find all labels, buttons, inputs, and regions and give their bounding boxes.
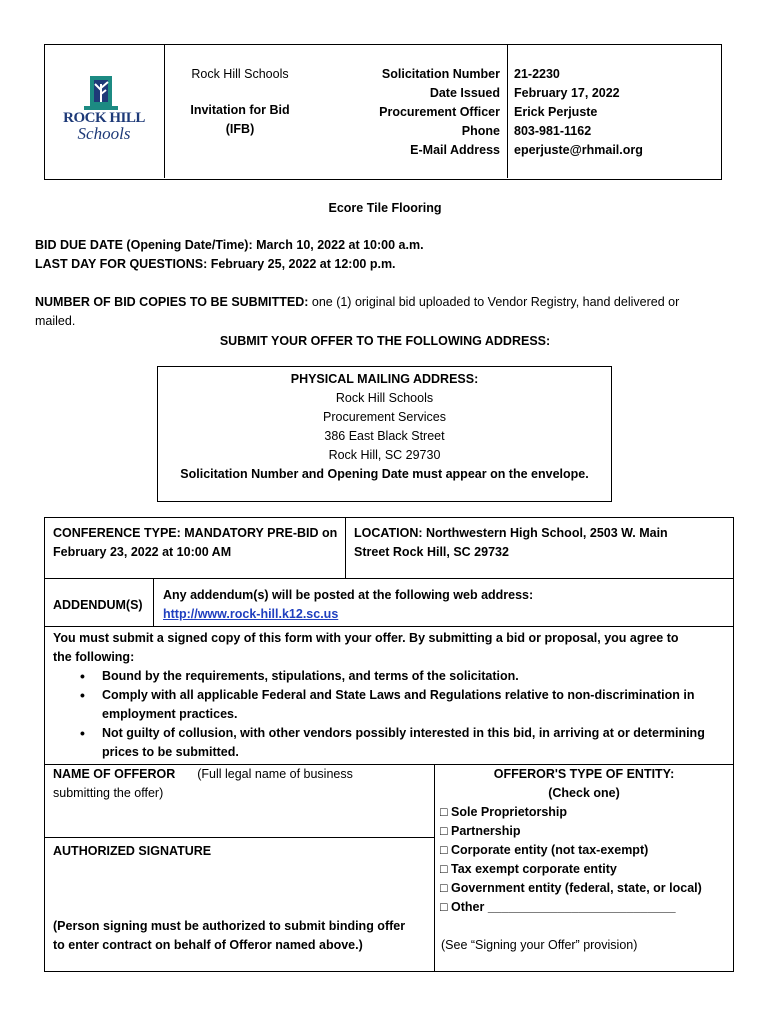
conference-location-cont: Street Rock Hill, SC 29732	[354, 545, 509, 559]
rule	[345, 517, 346, 578]
agreement-item: • Bound by the requirements, stipulations, and terms of the solicitation.	[102, 667, 731, 686]
addendum-label: ADDENDUM(S)	[53, 598, 143, 612]
rule	[44, 578, 734, 579]
offeror-name-hint: (Full legal name of business	[197, 767, 353, 781]
agreement-intro-cont: the following:	[53, 650, 135, 664]
header-field-labels	[330, 65, 500, 160]
bid-copies-line	[35, 293, 735, 312]
entity-subheading: (Check one)	[548, 786, 620, 800]
conference-type: CONFERENCE TYPE: MANDATORY PRE-BID on	[53, 526, 338, 540]
entity-option-partnership[interactable]: □ Partnership	[440, 824, 521, 838]
signature-note-cont: to enter contract on behalf of Offeror named above.)	[53, 938, 363, 952]
email-label: E-Mail Address	[410, 143, 500, 157]
logo-text-top: ROCK HILL	[63, 110, 145, 126]
bid-copies-text-cont: mailed.	[35, 314, 76, 328]
conference-date: February 23, 2022 at 10:00 AM	[53, 545, 232, 559]
doc-type: Invitation for Bid	[190, 103, 290, 117]
signature-field[interactable]	[46, 864, 432, 914]
address-line: Rock Hill, SC 29730	[328, 448, 441, 462]
entity-option-government[interactable]: □ Government entity (federal, state, or local)	[440, 881, 702, 895]
logo-text-bottom: Schools	[77, 124, 131, 143]
last-day-questions: LAST DAY FOR QUESTIONS: February 25, 2022 at 12:00 p.m.	[35, 257, 396, 271]
offeror-name-label: NAME OF OFFEROR	[53, 767, 176, 781]
procurement-officer-label: Procurement Officer	[379, 105, 500, 119]
entity-option-sole-proprietorship[interactable]: □ Sole Proprietorship	[440, 805, 568, 819]
bid-due-date: BID DUE DATE (Opening Date/Time): March 10, 2022 at 10:00 a.m.	[35, 238, 424, 252]
bid-copies-label: NUMBER OF BID COPIES TO BE SUBMITTED:	[35, 295, 309, 309]
header-divider-2	[507, 44, 508, 178]
addendum-text: Any addendum(s) will be posted at the following web address:	[163, 588, 534, 602]
document-title: Ecore Tile Flooring	[328, 201, 442, 215]
rule	[44, 626, 734, 627]
address-line: Procurement Services	[323, 410, 446, 424]
mailing-address-heading: PHYSICAL MAILING ADDRESS:	[290, 372, 479, 386]
envelope-note: Solicitation Number and Opening Date must appear on the envelope.	[180, 467, 589, 481]
offeror-name-field[interactable]	[46, 805, 432, 835]
entity-option-tax-exempt[interactable]: □ Tax exempt corporate entity	[440, 862, 617, 876]
agreement-item: • Comply with all applicable Federal and State Laws and Regulations relative to non-discrimination in employment practices.	[102, 686, 731, 724]
email-value: eperjuste@rhmail.org	[514, 143, 643, 157]
solicitation-number-value: 21-2230	[514, 67, 560, 81]
doc-abbrev: (IFB)	[225, 122, 255, 136]
addendum-link[interactable]: http://www.rock-hill.k12.sc.us	[163, 607, 339, 621]
offeror-name-hint-cont: submitting the offer)	[53, 786, 164, 800]
mailing-address-box	[157, 366, 612, 502]
logo-wordmark	[58, 110, 150, 142]
solicitation-number-label: Solicitation Number	[381, 67, 500, 81]
org-name: Rock Hill Schools	[191, 67, 289, 81]
agreement-list	[26, 667, 731, 762]
entity-footnote: (See “Signing your Offer” provision)	[441, 938, 638, 952]
header-field-values	[514, 65, 714, 160]
agreement-intro: You must submit a signed copy of this form with your offer. By submitting a bid or proposal, you agree to	[53, 631, 679, 645]
rule	[44, 837, 434, 838]
date-issued-label: Date Issued	[429, 86, 500, 100]
phone-label: Phone	[461, 124, 500, 138]
logo	[58, 74, 150, 154]
bid-copies-text: one (1) original bid uploaded to Vendor Registry, hand delivered or	[308, 295, 680, 309]
address-line: Rock Hill Schools	[335, 391, 434, 405]
rule	[153, 578, 154, 626]
entity-heading: OFFEROR'S TYPE OF ENTITY:	[493, 767, 675, 781]
conference-location: LOCATION: Northwestern High School, 2503 W. Main	[354, 526, 668, 540]
signature-label: AUTHORIZED SIGNATURE	[53, 844, 212, 858]
date-issued-value: February 17, 2022	[514, 86, 620, 100]
procurement-officer-value: Erick Perjuste	[514, 105, 598, 119]
address-line: 386 East Black Street	[324, 429, 445, 443]
submit-heading: SUBMIT YOUR OFFER TO THE FOLLOWING ADDRESS:	[219, 334, 551, 348]
phone-value: 803-981-1162	[514, 124, 592, 138]
signature-note: (Person signing must be authorized to submit binding offer	[53, 919, 406, 933]
agreement-item: • Not guilty of collusion, with other vendors possibly interested in this bid, in arriving at or determining prices to be submitted.	[102, 724, 731, 762]
entity-option-corporate[interactable]: □ Corporate entity (not tax-exempt)	[440, 843, 649, 857]
entity-option-other[interactable]: □ Other ___________________________	[440, 900, 676, 914]
